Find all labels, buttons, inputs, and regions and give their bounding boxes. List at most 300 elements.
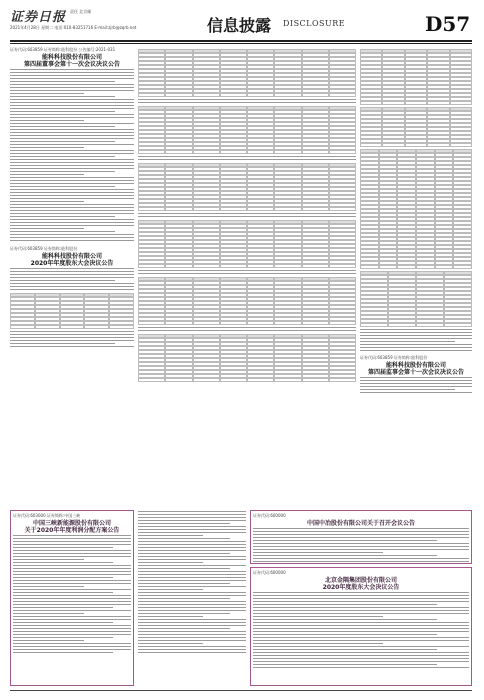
text-line bbox=[138, 523, 230, 525]
table-cell bbox=[388, 323, 416, 327]
announcement-body bbox=[253, 528, 469, 563]
announcement-body bbox=[10, 331, 134, 348]
table-cell bbox=[274, 264, 301, 268]
text-line bbox=[10, 225, 134, 227]
section-subtitle: DISCLOSURE bbox=[283, 19, 346, 28]
announcement-code: 证券代码:600000 bbox=[253, 570, 286, 575]
table-note bbox=[138, 270, 356, 275]
text-line bbox=[138, 595, 246, 597]
text-line bbox=[253, 601, 469, 603]
data-table bbox=[138, 163, 356, 211]
text-line bbox=[253, 558, 469, 560]
text-line bbox=[13, 565, 131, 567]
text-line bbox=[138, 604, 246, 606]
table-cell bbox=[220, 378, 247, 382]
text-line bbox=[13, 637, 113, 639]
text-line bbox=[138, 559, 246, 561]
text-line bbox=[10, 153, 134, 155]
data-table bbox=[138, 334, 356, 382]
text-line bbox=[10, 162, 134, 164]
table-cell bbox=[193, 321, 220, 325]
table-cell bbox=[193, 93, 220, 97]
text-line bbox=[138, 613, 230, 615]
text-line bbox=[138, 616, 203, 618]
announcement-body bbox=[10, 268, 134, 291]
masthead bbox=[0, 0, 484, 44]
text-line bbox=[253, 540, 437, 542]
text-line bbox=[10, 219, 134, 221]
text-line bbox=[138, 520, 246, 522]
text-line bbox=[253, 637, 469, 639]
text-line bbox=[138, 610, 246, 612]
table-cell bbox=[165, 207, 192, 211]
text-line bbox=[10, 93, 84, 95]
text-line bbox=[138, 541, 246, 543]
text-line bbox=[10, 210, 134, 212]
text-line bbox=[10, 114, 134, 116]
text-line bbox=[138, 628, 230, 630]
table-cell bbox=[10, 325, 35, 329]
text-line bbox=[138, 535, 203, 537]
text-line bbox=[13, 583, 131, 585]
text-line bbox=[10, 111, 115, 113]
text-line bbox=[10, 90, 134, 92]
table-cell bbox=[193, 264, 220, 268]
text-line bbox=[138, 586, 246, 588]
text-line bbox=[253, 546, 469, 548]
text-line bbox=[10, 183, 134, 185]
text-line bbox=[138, 649, 246, 651]
text-line bbox=[13, 616, 131, 618]
text-line bbox=[10, 150, 134, 152]
table-cell bbox=[360, 265, 379, 269]
text-line bbox=[10, 222, 134, 224]
text-line bbox=[138, 592, 246, 594]
text-line bbox=[13, 601, 131, 603]
table-cell bbox=[274, 150, 301, 154]
table-cell bbox=[274, 321, 301, 325]
table-cell bbox=[165, 264, 192, 268]
text-line bbox=[10, 271, 134, 273]
table-cell bbox=[138, 150, 165, 154]
table-cell bbox=[220, 150, 247, 154]
text-line bbox=[138, 571, 246, 573]
text-line bbox=[10, 195, 134, 197]
text-line bbox=[360, 377, 472, 379]
text-line bbox=[253, 534, 469, 536]
table-note bbox=[360, 329, 472, 352]
table-cell bbox=[450, 143, 472, 147]
table-cell bbox=[274, 93, 301, 97]
text-line bbox=[138, 273, 356, 275]
text-line bbox=[253, 543, 469, 545]
table-cell bbox=[382, 143, 404, 147]
page-footer-rule bbox=[10, 690, 472, 692]
text-line bbox=[138, 270, 356, 272]
text-line bbox=[10, 174, 84, 176]
text-line bbox=[13, 574, 131, 576]
text-line bbox=[253, 531, 469, 533]
text-line bbox=[10, 78, 134, 80]
table-cell bbox=[247, 321, 274, 325]
text-line bbox=[253, 619, 437, 621]
text-line bbox=[10, 286, 134, 288]
text-line bbox=[13, 598, 131, 600]
table-cell bbox=[444, 323, 472, 327]
text-line bbox=[10, 102, 134, 104]
table-cell bbox=[360, 323, 388, 327]
announcement-box bbox=[10, 510, 134, 686]
text-line bbox=[253, 555, 437, 557]
data-table bbox=[138, 49, 356, 97]
announcement-box bbox=[250, 567, 472, 686]
table-cell bbox=[247, 93, 274, 97]
text-line bbox=[138, 646, 246, 648]
text-line bbox=[138, 607, 246, 609]
text-line bbox=[13, 622, 113, 624]
text-line bbox=[253, 634, 437, 636]
text-line bbox=[10, 147, 84, 149]
text-line bbox=[10, 135, 134, 137]
announcement-body bbox=[253, 592, 469, 669]
text-line bbox=[10, 237, 134, 239]
announcement-title: 能科科技股份有限公司 第四届董事会第十一次会议决议公告 bbox=[23, 54, 120, 68]
text-line bbox=[360, 347, 472, 349]
text-line bbox=[138, 159, 356, 161]
text-line bbox=[253, 610, 469, 612]
text-line bbox=[253, 616, 383, 618]
text-line bbox=[10, 126, 115, 128]
text-line bbox=[10, 132, 134, 134]
text-line bbox=[253, 592, 469, 594]
text-line bbox=[138, 529, 246, 531]
table-cell bbox=[138, 378, 165, 382]
table-cell bbox=[220, 207, 247, 211]
text-line bbox=[360, 392, 472, 394]
text-line bbox=[253, 552, 383, 554]
text-line bbox=[10, 207, 134, 209]
text-line bbox=[138, 156, 356, 158]
vote-table bbox=[10, 293, 134, 329]
text-line bbox=[138, 643, 203, 645]
text-line bbox=[253, 667, 469, 669]
text-line bbox=[253, 549, 469, 551]
table-cell bbox=[84, 325, 109, 329]
text-line bbox=[13, 535, 131, 537]
text-line bbox=[138, 538, 230, 540]
masthead-rule bbox=[10, 40, 472, 42]
announcement-title: 能科科技股份有限公司 2020年年度股东大会决议公告 bbox=[30, 253, 114, 267]
text-line bbox=[13, 604, 131, 606]
text-line bbox=[10, 216, 115, 218]
text-line bbox=[10, 340, 134, 342]
table-cell bbox=[165, 150, 192, 154]
text-line bbox=[138, 517, 246, 519]
text-line bbox=[13, 643, 131, 645]
text-line bbox=[10, 283, 134, 285]
newspaper-logo: 证券日报 bbox=[10, 10, 67, 25]
text-line bbox=[253, 595, 469, 597]
text-line bbox=[13, 580, 131, 582]
text-line bbox=[138, 640, 246, 642]
table-cell bbox=[405, 143, 427, 147]
text-line bbox=[10, 280, 115, 282]
text-line bbox=[10, 198, 134, 200]
text-line bbox=[253, 640, 469, 642]
text-line bbox=[360, 386, 472, 388]
announcement-code: 证券代码:603859 证券简称:能科股份 bbox=[10, 246, 78, 251]
text-line bbox=[10, 117, 134, 119]
date-contact-line: 2021年4月28日 星期二 电话:010-83251716 E-mail:zjrb@zqrb.net bbox=[10, 25, 137, 30]
table-note bbox=[138, 156, 356, 161]
text-line bbox=[10, 204, 134, 206]
table-cell bbox=[165, 93, 192, 97]
table-cell bbox=[274, 378, 301, 382]
text-line bbox=[138, 544, 246, 546]
announcement-body bbox=[10, 69, 134, 242]
text-line bbox=[360, 350, 472, 352]
text-line bbox=[253, 625, 469, 627]
announcement-title: 能科科技股份有限公司 第四届监事会第十一次会议决议公告 bbox=[367, 362, 464, 376]
table-cell bbox=[360, 143, 382, 147]
text-line bbox=[253, 528, 469, 530]
data-table bbox=[360, 271, 472, 327]
text-line bbox=[10, 165, 134, 167]
text-line bbox=[138, 637, 246, 639]
text-line bbox=[138, 598, 230, 600]
table-cell bbox=[302, 264, 329, 268]
table-cell bbox=[427, 143, 449, 147]
table-cell bbox=[138, 207, 165, 211]
text-line bbox=[10, 186, 115, 188]
lower-middle-text bbox=[138, 510, 246, 686]
text-line bbox=[13, 595, 131, 597]
text-line bbox=[13, 646, 131, 648]
data-table bbox=[360, 49, 472, 105]
text-line bbox=[138, 327, 356, 329]
text-line bbox=[138, 577, 246, 579]
text-line bbox=[13, 592, 113, 594]
announcement-code: 证券代码:603859 证券简称:能科股份 公告编号:2021-031 bbox=[10, 47, 116, 52]
text-line bbox=[10, 274, 134, 276]
text-line bbox=[138, 631, 246, 633]
text-line bbox=[138, 216, 356, 218]
table-cell bbox=[329, 150, 356, 154]
table-cell bbox=[220, 93, 247, 97]
text-line bbox=[13, 649, 131, 651]
text-line bbox=[10, 69, 134, 71]
announcement-body bbox=[13, 535, 131, 654]
table-cell bbox=[165, 321, 192, 325]
text-line bbox=[10, 189, 134, 191]
announcement-body bbox=[138, 511, 246, 654]
text-line bbox=[138, 574, 246, 576]
text-line bbox=[13, 547, 113, 549]
text-line bbox=[138, 99, 356, 101]
text-line bbox=[138, 553, 230, 555]
text-line bbox=[138, 532, 246, 534]
text-line bbox=[13, 577, 113, 579]
text-line bbox=[10, 96, 115, 98]
text-line bbox=[10, 343, 115, 345]
text-line bbox=[138, 562, 203, 564]
text-line bbox=[138, 556, 246, 558]
table-note bbox=[138, 99, 356, 104]
text-line bbox=[253, 613, 469, 615]
text-line bbox=[253, 628, 469, 630]
right-column bbox=[360, 47, 472, 507]
table-cell bbox=[329, 321, 356, 325]
text-line bbox=[10, 108, 134, 110]
text-line bbox=[360, 338, 472, 340]
table-cell bbox=[302, 207, 329, 211]
text-line bbox=[138, 102, 356, 104]
text-line bbox=[138, 550, 246, 552]
text-line bbox=[138, 625, 246, 627]
text-line bbox=[360, 383, 472, 385]
text-line bbox=[10, 168, 134, 170]
text-line bbox=[138, 526, 246, 528]
table-cell bbox=[247, 207, 274, 211]
text-line bbox=[10, 72, 134, 74]
table-cell bbox=[165, 378, 192, 382]
table-cell bbox=[453, 265, 472, 269]
text-line bbox=[253, 604, 437, 606]
table-cell bbox=[397, 265, 416, 269]
announcement-body bbox=[360, 377, 472, 394]
text-line bbox=[10, 87, 134, 89]
page-number: D57 bbox=[425, 12, 471, 36]
text-line bbox=[10, 201, 84, 203]
text-line bbox=[13, 559, 84, 561]
table-cell bbox=[109, 325, 134, 329]
data-table bbox=[138, 277, 356, 325]
text-line bbox=[138, 619, 246, 621]
table-cell bbox=[302, 321, 329, 325]
table-cell bbox=[302, 378, 329, 382]
text-line bbox=[138, 583, 230, 585]
table-cell bbox=[435, 265, 454, 269]
text-line bbox=[253, 658, 469, 660]
table-cell bbox=[416, 323, 444, 327]
text-line bbox=[13, 541, 131, 543]
text-line bbox=[360, 341, 455, 343]
table-cell bbox=[193, 207, 220, 211]
text-line bbox=[10, 177, 134, 179]
text-line bbox=[138, 514, 246, 516]
text-line bbox=[10, 331, 134, 333]
table-cell bbox=[274, 207, 301, 211]
text-line bbox=[10, 84, 134, 86]
announcement-code: 证券代码:600000 bbox=[253, 513, 286, 518]
text-line bbox=[10, 171, 115, 173]
text-line bbox=[13, 640, 84, 642]
table-cell bbox=[382, 101, 404, 105]
data-table bbox=[138, 220, 356, 268]
data-table bbox=[360, 107, 472, 147]
text-line bbox=[13, 607, 113, 609]
text-line bbox=[360, 335, 472, 337]
announcement-title: 中国三峡新能源股份有限公司 关于2020年年度利润分配方案公告 bbox=[24, 520, 120, 534]
text-line bbox=[10, 228, 84, 230]
text-line bbox=[253, 631, 469, 633]
text-line bbox=[253, 652, 469, 654]
text-line bbox=[138, 565, 246, 567]
announcement-title: 中国中冶股份有限公司关于召开会议公告 bbox=[306, 520, 415, 527]
text-line bbox=[138, 580, 246, 582]
text-line bbox=[253, 598, 469, 600]
table-cell bbox=[220, 321, 247, 325]
text-line bbox=[10, 192, 134, 194]
text-line bbox=[138, 601, 246, 603]
middle-column bbox=[138, 47, 356, 507]
text-line bbox=[13, 613, 84, 615]
text-line bbox=[253, 646, 469, 648]
text-line bbox=[10, 144, 134, 146]
text-line bbox=[13, 568, 131, 570]
text-line bbox=[360, 380, 472, 382]
text-line bbox=[360, 329, 472, 331]
text-line bbox=[10, 156, 115, 158]
text-line bbox=[13, 589, 131, 591]
announcement-code: 证券代码:603859 证券简称:能科股份 bbox=[360, 355, 428, 360]
text-line bbox=[10, 240, 134, 242]
table-cell bbox=[247, 378, 274, 382]
text-line bbox=[10, 138, 134, 140]
text-line bbox=[13, 625, 131, 627]
text-line bbox=[10, 141, 115, 143]
data-table bbox=[138, 106, 356, 154]
text-line bbox=[253, 655, 469, 657]
data-table bbox=[360, 149, 472, 269]
left-column bbox=[10, 47, 134, 507]
text-line bbox=[10, 346, 134, 348]
table-cell bbox=[416, 265, 435, 269]
text-line bbox=[253, 664, 437, 666]
text-line bbox=[360, 344, 472, 346]
table-cell bbox=[138, 321, 165, 325]
text-line bbox=[13, 553, 131, 555]
text-line bbox=[253, 643, 383, 645]
table-cell bbox=[247, 150, 274, 154]
text-line bbox=[10, 231, 115, 233]
text-line bbox=[10, 234, 134, 236]
text-line bbox=[10, 277, 134, 279]
table-cell bbox=[379, 265, 398, 269]
text-line bbox=[138, 547, 246, 549]
text-line bbox=[13, 619, 131, 621]
table-cell bbox=[193, 150, 220, 154]
table-cell bbox=[329, 264, 356, 268]
text-line bbox=[138, 511, 246, 513]
text-line bbox=[10, 129, 134, 131]
table-note bbox=[138, 327, 356, 332]
text-line bbox=[10, 123, 134, 125]
text-line bbox=[138, 652, 246, 654]
announcement-title: 北京金隅集团股份有限公司 2020年度股东大会决议公告 bbox=[322, 577, 400, 591]
text-line bbox=[10, 213, 134, 215]
text-line bbox=[138, 634, 246, 636]
section-title: 信息披露 bbox=[207, 16, 272, 35]
text-line bbox=[10, 75, 134, 77]
text-line bbox=[10, 105, 134, 107]
table-note bbox=[138, 213, 356, 218]
text-line bbox=[253, 622, 469, 624]
table-cell bbox=[35, 325, 60, 329]
text-line bbox=[13, 652, 113, 654]
text-line bbox=[13, 610, 131, 612]
table-cell bbox=[138, 264, 165, 268]
